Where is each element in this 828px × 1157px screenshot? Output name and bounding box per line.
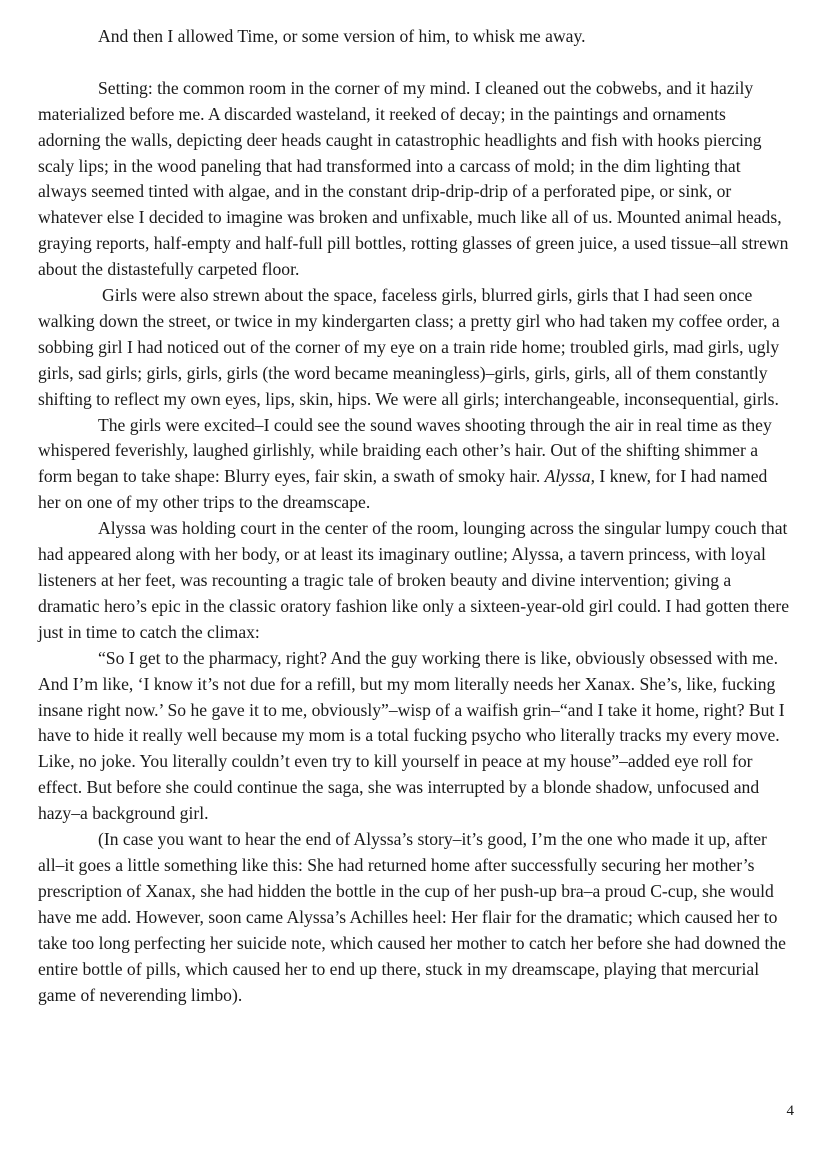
- paragraph-holding-court: Alyssa was holding court in the center of the room, lounging across the singular lumpy couch that had appeared along with her body, or at least its imaginary outline; Alyssa, a tavern princess, with loyal listeners at her feet, was recounting a tragic tale of broken beauty and divine intervention; giving a dramatic hero’s epic in the classic oratory fashion like only a sixteen-year-old girl could. I had gotten there just in time to catch the climax:: [38, 518, 790, 642]
- paragraph-setting: Setting: the common room in the corner of my mind. I cleaned out the cobwebs, and it hazily materialized before me. A discarded wasteland, it reeked of decay; in the paintings and ornaments adorning the walls, depicting deer heads caught in catastrophic headlights and fish with hooks piercing scaly lips; in the wood paneling that had transformed into a carcass of mold; in the dim lighting that always seemed tinted with algae, and in the constant drip-drip-drip of a perforated pipe, or sink, or whatever else I decided to imagine was broken and unfixable, much like all of us. Mounted animal heads, graying reports, half-empty and half-full pill bottles, rotting glasses of green juice, a used tissue–all strewn about the distastefully carpeted floor.: [38, 77, 789, 280]
- paragraph-excited: [38, 413, 790, 517]
- page-number: 4: [786, 1103, 794, 1119]
- paragraph-story-end: (In case you want to hear the end of Alyssa’s story–it’s good, I’m the one who made it up, after all–it goes a little something like this: She had returned home after successfully securing her mother’s prescription of Xanax, she had hidden the bottle in the cup of her push-up bra–a proud C-cup, she would have me add. However, soon came Alyssa’s Achilles heel: Her flair for the dramatic; which caused her to take too long perfecting her suicide note, which caused her mother to catch her before she had downed the entire bottle of pills, which caused her to end up there, stuck in my dreamscape, playing that mercurial game of neverending limbo).: [38, 829, 786, 1005]
- paragraph-excited-main: The girls were excited–I could see the sound waves shooting through the air in real time as they whispered feverishly, laughed girlishly, while braiding each other’s hair. Out of the shifting shimmer a form began to take shape: Blurry eyes, fair skin, a swath of smoky hair.: [38, 414, 772, 487]
- paragraph-girls: Girls were also strewn about the space, faceless girls, blurred girls, girls that I had seen once walking down the street, or twice in my kindergarten class; a pretty girl who had taken my coffee order, a sobbing girl I had noticed out of the corner of my eye on a train ride home; troubled girls, mad girls, ugly girls, sad girls; girls, girls, girls (the word became meaningless)–girls, girls, girls, all of them constantly shifting to reflect my own eyes, lips, skin, hips. We were all girls; interchangeable, inconsequential, girls.: [38, 285, 780, 409]
- alyssa-name: Alyssa,: [544, 466, 596, 487]
- paragraph-excited-tail: I knew, for I had named her on one of my other trips to the dreamscape.: [38, 466, 768, 513]
- paragraph-opening: And then I allowed Time, or some version of him, to whisk me away.: [98, 26, 586, 46]
- paragraph-dialogue: “So I get to the pharmacy, right? And the guy working there is like, obviously obsessed with me. And I’m like, ‘I know it’s not due for a refill, but my mom literally needs her Xanax. She’s, like, fucking insane right now.’ So he gave it to me, obviously”–wisp of a waifish grin–“and I take it home, right? But I have to hide it really well because my mom is a total fucking psycho who literally tracks my every move. Like, no joke. You literally couldn’t even try to kill yourself in peace at my house”–added eye roll for effect. But before she could continue the saga, she was interrupted by a blonde shadow, unfocused and hazy–a background girl.: [38, 647, 785, 824]
- document-page: [38, 24, 790, 1008]
